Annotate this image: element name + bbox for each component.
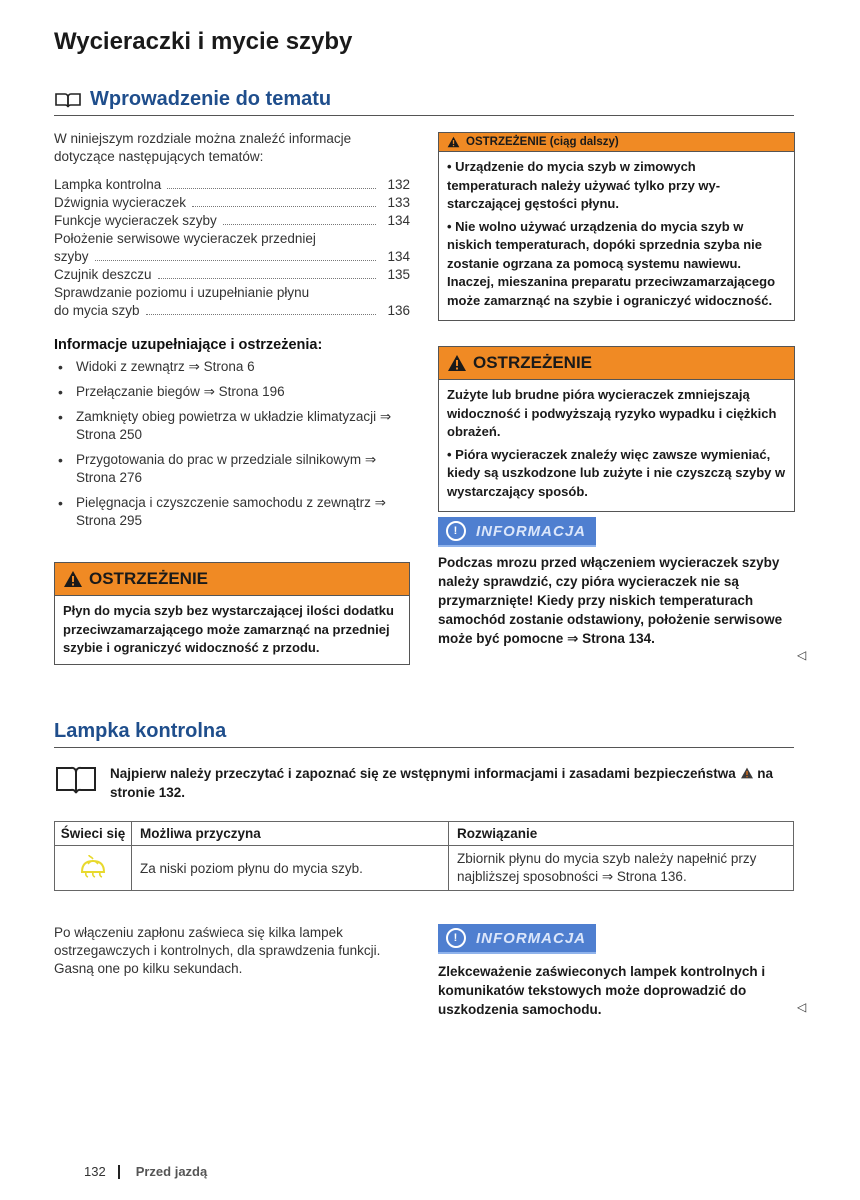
- additional-heading: Informacje uzupełniające i ostrzeżenia:: [54, 337, 323, 353]
- end-mark: ◁: [797, 648, 807, 662]
- toc-page: 132: [387, 177, 410, 192]
- toc-title: Funkcje wycieraczek szyby: [54, 213, 217, 228]
- toc-title: do mycia szyb: [54, 303, 140, 318]
- toc-title: Dźwignia wycieraczek: [54, 195, 187, 210]
- end-mark: ◁: [797, 1000, 807, 1014]
- toc-title: szyby: [54, 249, 89, 264]
- lamp-heading-text: Lampka kontrolna: [54, 720, 227, 742]
- toc-row: [54, 176, 410, 194]
- info-badge: [438, 517, 596, 547]
- intro-heading-text: Wprowadzenie do tematu: [90, 88, 332, 110]
- toc-page: 134: [387, 249, 410, 264]
- warning-header: [55, 563, 409, 596]
- column-header: Świeci się: [55, 822, 132, 846]
- toc-page: 136: [387, 303, 410, 318]
- warning-body: [439, 152, 794, 320]
- toc-title-line: Położenie serwisowe wycieraczek przedniej: [54, 231, 316, 246]
- list-item: • Zamknięty obieg powietrza w układzie klimatyzacji ⇒ Strona 250: [54, 408, 410, 444]
- warning-item: • Pióra wycieraczek znaleźy więc zawsze wymieniać, kiedy są uszkodzone lub zużyte i nie czyszczą szyby w wystarczający sposób.: [447, 446, 786, 499]
- warning-lead: Zużyte lub brudne pióra wycieraczek zmniejszają widoczność i podwyższają ryzyko wypadku i ciężkich obrażeń.: [447, 387, 777, 439]
- toc-row: [54, 302, 410, 320]
- list-item: • Przygotowania do prac w przedziale silnikowym ⇒ Strona 276: [54, 451, 410, 487]
- info-block-1: [438, 517, 793, 648]
- chapter-title: Wycieraczki i mycie szyby: [54, 28, 353, 55]
- warning-triangle-icon: [447, 354, 467, 372]
- book-icon: [54, 764, 98, 796]
- info-badge: [438, 924, 596, 954]
- warning-header: [439, 133, 794, 152]
- toc-title: Lampka kontrolna: [54, 177, 162, 192]
- warning-label: OSTRZEŻENIE: [89, 569, 209, 588]
- lamp-heading: [54, 720, 794, 748]
- note-text: Najpierw należy przeczytać i zapoznać się ze wstępnymi informacjami i zasadami bezpieczeństwa na stronie 132.: [110, 766, 774, 800]
- toc: [54, 176, 410, 320]
- info-label: INFORMACJA: [476, 929, 586, 947]
- intro-heading: [54, 88, 794, 116]
- warning-label: OSTRZEŻENIE (ciąg dalszy): [466, 136, 619, 148]
- warning-triangle-icon: [63, 570, 83, 588]
- page-footer: [84, 1164, 207, 1179]
- toc-page: 134: [387, 213, 410, 228]
- solution-cell: Zbiornik płynu do mycia szyb należy napełnić przy najbliższej sposobności ⇒ Strona 136.: [449, 846, 794, 891]
- info-icon: !: [446, 521, 466, 541]
- read-first-note: [54, 764, 794, 802]
- list-item: • Pielęgnacja i czyszczenie samochodu z zewnątrz ⇒ Strona 295: [54, 494, 410, 530]
- warning-label: OSTRZEŻENIE: [473, 353, 593, 372]
- info-icon: !: [446, 928, 466, 948]
- list-item: • Widoki z zewnątrz ⇒ Strona 6: [54, 358, 410, 376]
- toc-page: 133: [387, 195, 410, 210]
- warning-box-right: [438, 346, 795, 512]
- warning-item: • Urządzenie do mycia szyb w zimowych temperaturach należy używać tylko przy wystarczającej gęstości płynu.: [447, 159, 721, 211]
- info-text: Podczas mrozu przed włączeniem wycieraczek szyby należy sprawdzić, czy pióra wycieraczek nie są przymarznięte! Kiedy przy niskich temperaturach samochód zostanie odstawiony, położenie serwisowe może być pomocne ⇒ Strona 134.: [438, 555, 783, 646]
- warning-box-left: [54, 562, 410, 665]
- toc-row: [54, 212, 410, 230]
- toc-row: [54, 248, 410, 266]
- body-text: Po włączeniu zapłonu zaświeca się kilka lampek ostrzegawczych i kontrolnych, dla sprawdzenia funkcji. Gasną one po kilku sekundach.: [54, 925, 381, 976]
- lamp-table: [54, 821, 794, 891]
- warning-box-continued: [438, 132, 795, 321]
- intro-left-column: [54, 130, 410, 537]
- warning-triangle-icon: [740, 767, 754, 779]
- intro-lead: W niniejszym rozdziale można znaleźć informacje dotyczące następujących tematów:: [54, 131, 352, 164]
- warning-header: [439, 347, 794, 380]
- washer-fluid-lamp-icon: [78, 854, 108, 880]
- table-header-row: [55, 822, 794, 846]
- toc-page: 135: [387, 267, 410, 282]
- info-label: INFORMACJA: [476, 522, 586, 540]
- warning-text: Płyn do mycia szyb bez wystarczającej ilości dodatku przeciwzamarzającego może zamarznąć na przedniej szybie i ograniczyć widoczność z przodu.: [63, 603, 394, 655]
- warning-body: [439, 380, 794, 511]
- lamp-cell: [55, 846, 132, 891]
- column-header: Możliwa przyczyna: [132, 822, 449, 846]
- table-row: [55, 846, 794, 891]
- page-number: 132: [84, 1164, 106, 1179]
- toc-title-line: Sprawdzanie poziomu i uzupełnianie płynu: [54, 285, 310, 300]
- additional-list: [54, 358, 410, 530]
- info-text: Zlekceważenie zaświeconych lampek kontrolnych i komunikatów tekstowych może doprowadzić do uszkodzenia samochodu.: [438, 964, 766, 1017]
- toc-row: [54, 194, 410, 212]
- list-item: • Przełączanie biegów ⇒ Strona 196: [54, 383, 410, 401]
- warning-triangle-icon: [447, 136, 460, 148]
- toc-row: [54, 266, 410, 284]
- column-header: Rozwiązanie: [449, 822, 794, 846]
- cause-cell: Za niski poziom płynu do mycia szyb.: [132, 846, 449, 891]
- info-block-2: [438, 924, 793, 1019]
- footer-section: Przed jazdą: [135, 1164, 208, 1179]
- toc-title: Czujnik deszczu: [54, 267, 152, 282]
- warning-item: • Nie wolno używać urządzenia do mycia szyb w niskich temperaturach, dopóki sprzednia szyba nie zostanie ogrzana za pomocą systemu nawiewu. Inaczej, mieszanina preparatu przeciwzamarzającego może zamarznąć na szybie i ograniczyć widoczność.: [447, 218, 776, 308]
- book-icon: [54, 92, 82, 108]
